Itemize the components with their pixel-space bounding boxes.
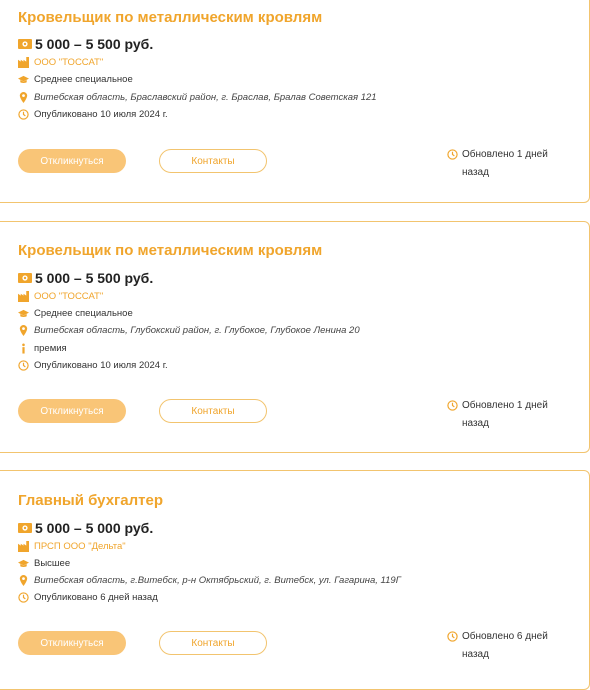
company-row (18, 291, 103, 302)
updated-info (447, 146, 554, 182)
education: Среднее специальное (34, 74, 133, 85)
address: Витебская область, г.Витебск, р-н Октябрьский, г. Витебск, ул. Гагарина, 119Г (34, 575, 401, 586)
extra-info: премия (34, 343, 67, 354)
address-row (18, 92, 377, 103)
factory-icon (18, 291, 29, 302)
factory-icon (18, 57, 29, 68)
salary: 5 000 – 5 000 руб. (35, 520, 154, 536)
published-row (18, 109, 168, 120)
money-icon (18, 273, 32, 283)
vacancy-card (0, 221, 590, 453)
factory-icon (18, 541, 29, 552)
graduation-cap-icon (18, 74, 29, 85)
salary-row (18, 36, 153, 52)
education-row (18, 558, 70, 569)
address-row (18, 575, 401, 586)
info-icon (18, 343, 29, 354)
graduation-cap-icon (18, 558, 29, 569)
company-row (18, 57, 103, 68)
clock-icon (18, 360, 29, 371)
vacancy-card (0, 470, 590, 690)
location-pin-icon (18, 92, 29, 103)
company-name[interactable]: ООО "ТОССАТ" (34, 291, 104, 302)
education: Среднее специальное (34, 308, 133, 319)
education-row (18, 308, 133, 319)
location-pin-icon (18, 575, 29, 586)
apply-button[interactable]: Откликнуться (18, 149, 126, 173)
education: Высшее (34, 558, 71, 569)
vacancy-title[interactable]: Главный бухгалтер (18, 492, 164, 509)
clock-icon (18, 109, 29, 120)
salary: 5 000 – 5 500 руб. (35, 36, 154, 52)
updated-text: Обновлено 1 дней назад (462, 149, 548, 178)
clock-icon (447, 149, 458, 160)
apply-button[interactable]: Откликнуться (18, 399, 126, 423)
vacancy-title[interactable]: Кровельщик по металлическим кровлям (18, 242, 323, 259)
clock-icon (447, 400, 458, 411)
address: Витебская область, Браславский район, г. Браслав, Бралав Советская 121 (34, 92, 377, 103)
address-row (18, 325, 360, 336)
vacancy-card (0, 0, 590, 203)
salary-row (18, 270, 153, 286)
clock-icon (447, 631, 458, 642)
published-date: Опубликовано 10 июля 2024 г. (34, 360, 168, 371)
updated-info (447, 397, 554, 433)
published-row (18, 360, 168, 371)
salary: 5 000 – 5 500 руб. (35, 270, 154, 286)
location-pin-icon (18, 325, 29, 336)
contacts-button[interactable]: Контакты (159, 631, 267, 655)
contacts-button[interactable]: Контакты (159, 399, 267, 423)
updated-text: Обновлено 6 дней назад (462, 631, 548, 660)
updated-info (447, 628, 554, 664)
published-date: Опубликовано 6 дней назад (34, 592, 158, 603)
money-icon (18, 523, 32, 533)
apply-button[interactable]: Откликнуться (18, 631, 126, 655)
company-name[interactable]: ПРСП ООО "Дельта" (34, 541, 126, 552)
company-row (18, 541, 126, 552)
graduation-cap-icon (18, 308, 29, 319)
vacancy-title[interactable]: Кровельщик по металлическим кровлям (18, 9, 323, 26)
published-date: Опубликовано 10 июля 2024 г. (34, 109, 168, 120)
education-row (18, 74, 133, 85)
salary-row (18, 520, 153, 536)
address: Витебская область, Глубокский район, г. Глубокое, Глубокое Ленина 20 (34, 325, 360, 336)
contacts-button[interactable]: Контакты (159, 149, 267, 173)
clock-icon (18, 592, 29, 603)
company-name[interactable]: ООО "ТОССАТ" (34, 57, 104, 68)
published-row (18, 592, 158, 603)
extra-row (18, 343, 67, 354)
updated-text: Обновлено 1 дней назад (462, 400, 548, 429)
money-icon (18, 39, 32, 49)
